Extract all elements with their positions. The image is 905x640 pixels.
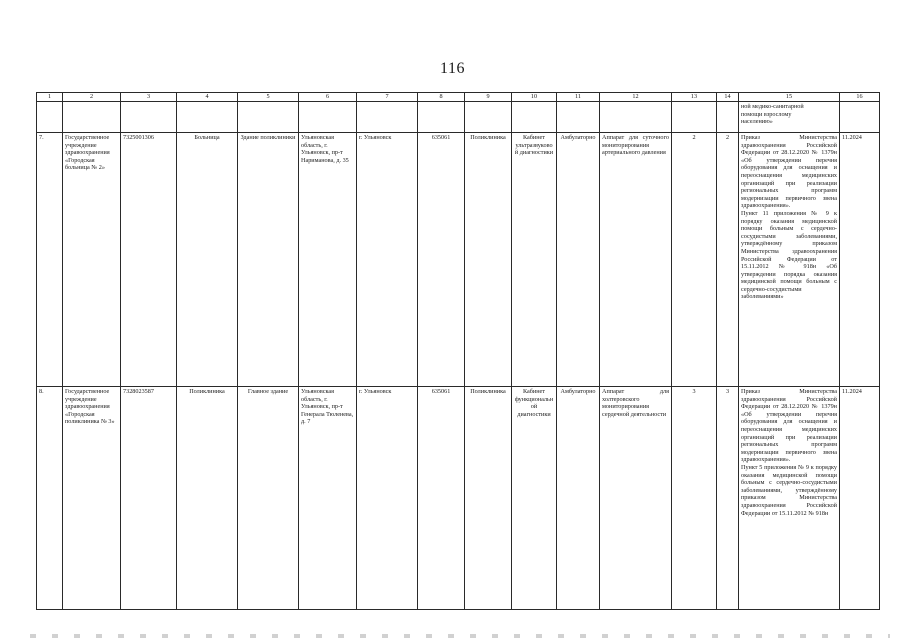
care-mode-cell: Амбулаторно [557, 133, 600, 387]
equipment-cell: Аппарат для холтеровского мониторирования сердечной деятельности [600, 387, 672, 610]
column-number: 15 [739, 93, 840, 102]
quantity-cell: 2 [672, 133, 717, 387]
quantity-cell: 3 [672, 387, 717, 610]
row-number-cell: 7. [37, 133, 63, 387]
column-number: 9 [465, 93, 512, 102]
column-number: 12 [600, 93, 672, 102]
room-cell: Кабинет ультразвуковой диагностики [512, 133, 557, 387]
address-cell: Ульяновская область, г. Ульяновск, пр-т Нариманова, д. 35 [299, 133, 357, 387]
equipment-table [36, 92, 880, 610]
column-number: 3 [121, 93, 177, 102]
facility-type-cell: Больница [177, 133, 238, 387]
column-number: 2 [63, 93, 121, 102]
building-cell: Здание поликлиники [238, 133, 299, 387]
care-mode-cell: Амбулаторно [557, 387, 600, 610]
column-number: 11 [557, 93, 600, 102]
column-number: 10 [512, 93, 557, 102]
legal-basis-cell: Приказ Министерства здравоохранения Российской Федерации от 28.12.2020 № 1379н «Об утверждении перечня оборудования для оснащения и переоснащения медицинских организаций при реализации региональных программ модернизации первичного звена здравоохранения». Пункт 5 приложения № 9 к порядку оказания медицинской помощи больным с сердечно-сосудистыми заболеваниями, утверждённому приказом Министерства здравоохранения Российской Федерации от 15.11.2012 № 918н [739, 387, 840, 610]
column-number-row [37, 93, 880, 102]
scan-noise-strip [30, 634, 890, 638]
table-row [37, 387, 880, 610]
column-number: 8 [418, 93, 465, 102]
date-cell: 11.2024 [840, 133, 880, 387]
organization-cell: Государственное учреждение здравоохранения «Городская поликлиника № 3» [63, 387, 121, 610]
column-number: 1 [37, 93, 63, 102]
city-cell: г. Ульяновск [357, 387, 418, 610]
column-number: 7 [357, 93, 418, 102]
column-number: 14 [717, 93, 739, 102]
room-cell: Кабинет функциональной диагностики [512, 387, 557, 610]
quantity-cell: 2 [717, 133, 739, 387]
inn-cell: 7328023587 [121, 387, 177, 610]
column-number: 13 [672, 93, 717, 102]
inn-cell: 7325001306 [121, 133, 177, 387]
quantity-cell: 3 [717, 387, 739, 610]
column-number: 4 [177, 93, 238, 102]
continuation-row [37, 102, 880, 133]
organization-cell: Государственное учреждение здравоохранения «Городская больница № 2» [63, 133, 121, 387]
column-number: 16 [840, 93, 880, 102]
equipment-cell: Аппарат для суточного мониторирования артериального давления [600, 133, 672, 387]
code-cell: 635061 [418, 387, 465, 610]
building-cell: Главное здание [238, 387, 299, 610]
row-number-cell: 8. [37, 387, 63, 610]
column-number: 5 [238, 93, 299, 102]
column-number: 6 [299, 93, 357, 102]
date-cell: 11.2024 [840, 387, 880, 610]
address-cell: Ульяновская область, г. Ульяновск, пр-т Генерала Тюленева, д. 7 [299, 387, 357, 610]
unit-cell: Поликлиника [465, 387, 512, 610]
code-cell: 635061 [418, 133, 465, 387]
table-row [37, 133, 880, 387]
facility-type-cell: Поликлиника [177, 387, 238, 610]
unit-cell: Поликлиника [465, 133, 512, 387]
continued-basis-cell: ной медико-санитарной помощи взрослому населению» [739, 102, 840, 133]
page-number: 116 [440, 60, 465, 77]
city-cell: г. Ульяновск [357, 133, 418, 387]
legal-basis-cell: Приказ Министерства здравоохранения Российской Федерации от 28.12.2020 № 1379н «Об утверждении перечня оборудования для оснащения и переоснащения медицинских организаций при реализации региональных программ модернизации первичного звена здравоохранения». Пункт 11 приложения № 9 к порядку оказания медицинской помощи больным с сердечно-сосудистыми заболеваниями, утверждённому приказом Министерства здравоохранения Российской Федерации от 15.11.2012 № 918н «Об утверждении порядка оказания медицинской помощи больным с сердечно-сосудистыми заболеваниями» [739, 133, 840, 387]
